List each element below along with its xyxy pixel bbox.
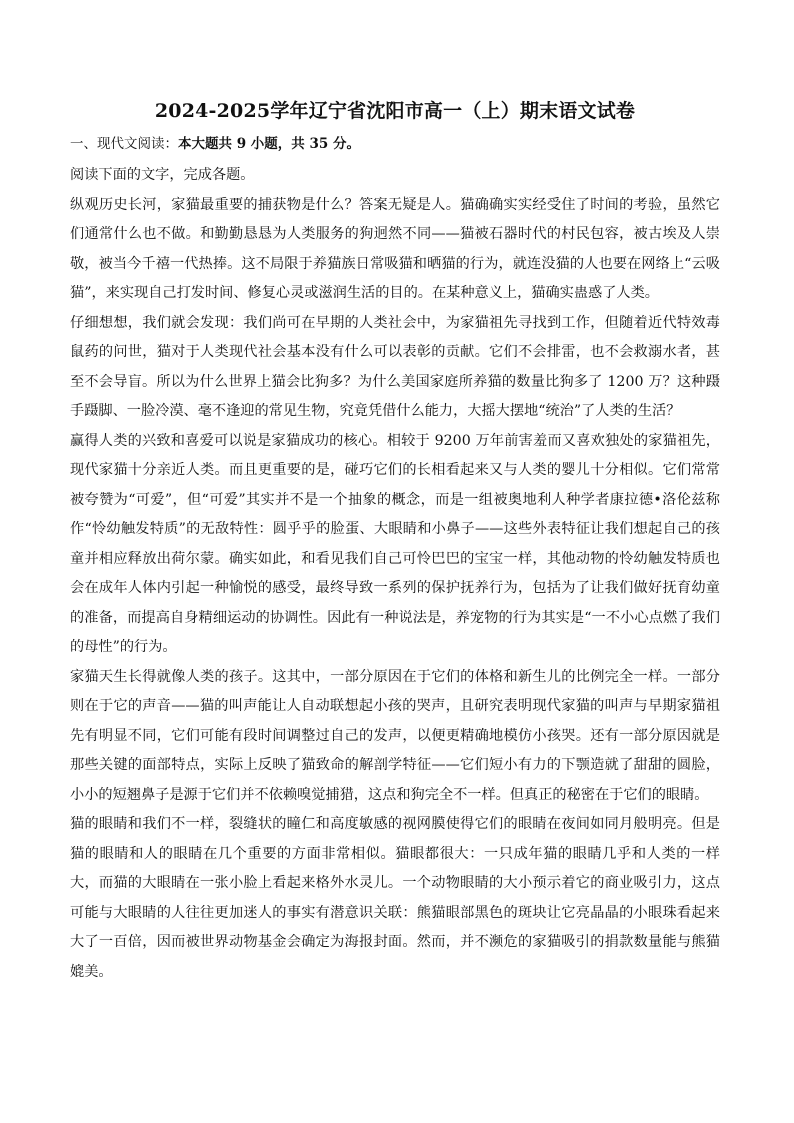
page-title: 2024-2025学年辽宁省沈阳市高一（上）期末语文试卷 xyxy=(154,100,636,122)
reading-passage xyxy=(70,191,720,988)
passage-paragraph-5: 猫的眼睛和我们不一样，裂缝状的瞳仁和高度敏感的视网膜使得它们的眼睛在夜间如同月般明亮。但是猫的眼睛和人的眼睛在几个重要的方面非常相似。猫眼都很大：一只成年猫的眼睛几乎和人类的一样大，而猫的大眼睛在一张小脸上看起来格外水灵儿。一个动物眼睛的大小预示着它的商业吸引力，这点可能与大眼睛的人往往更加迷人的事实有潜意识关联：熊猫眼部黑色的斑块让它亮晶晶的小眼珠看起来大了一百倍，因而被世界动物基金会确定为海报封面。然而，并不濒危的家猫吸引的捐款数量能与熊猫媲美。 xyxy=(70,816,720,980)
section-info: 本大题共 9 小题，共 35 分。 xyxy=(178,136,360,152)
passage-paragraph-1: 纵观历史长河，家猫最重要的捕获物是什么？答案无疑是人。猫确确实实经受住了时间的考验，虽然它们通常什么也不做。和勤勤恳恳为人类服务的狗迥然不同——猫被石器时代的村民包容，被古埃及人崇敬，被当今千禧一代热捧。这不局限于养猫族日常吸猫和晒猫的行为，就连没猫的人也要在网络上“云吸猫”，来实现自己打发时间、修复心灵或滋润生活的目的。在某种意义上，猫确实蛊惑了人类。 xyxy=(70,196,720,301)
passage-paragraph-2: 仔细想想，我们就会发现：我们尚可在早期的人类社会中，为家猫祖先寻找到工作，但随着近代特效毒鼠药的问世，猫对于人类现代社会基本没有什么可以表彰的贡献。它们不会排雷，也不会救溺水者，甚至不会导盲。所以为什么世界上猫会比狗多？为什么美国家庭所养猫的数量比狗多了 1200 万？这种蹑手蹑脚、一脸冷漠、毫不逢迎的常见生物，究竟凭借什么能力，大摇大摆地“统治”了人类的生活？ xyxy=(70,314,720,419)
passage-paragraph-3: 赢得人类的兴致和喜爱可以说是家猫成功的核心。相较于 9200 万年前害羞而又喜欢独处的家猫祖先，现代家猫十分亲近人类。而且更重要的是，碰巧它们的长相看起来又与人类的婴儿十分相似。它们常常被夸赞为“可爱”，但“可爱”其实并不是一个抽象的概念，而是一组被奥地利人种学者康拉德•洛伦兹称作“怜幼触发特质”的无敌特性：圆乎乎的脸蛋、大眼睛和小鼻子——这些外表特征让我们想起自己的孩童并相应释放出荷尔蒙。确实如此，和看见我们自己可怜巴巴的宝宝一样，其他动物的怜幼触发特质也会在成年人体内引起一种愉悦的感受，最终导致一系列的保护抚养行为，包括为了让我们做好抚育幼童的准备，而提高自身精细运动的协调性。因此有一种说法是，养宠物的行为其实是“一不小心点燃了我们的母性”的行为。 xyxy=(70,432,720,655)
reading-instruction: 阅读下面的文字，完成各题。 xyxy=(70,167,255,183)
section-heading xyxy=(70,133,720,155)
section-label: 一、现代文阅读： xyxy=(70,136,178,152)
exam-page xyxy=(70,98,720,987)
passage-paragraph-4: 家猫天生长得就像人类的孩子。这其中，一部分原因在于它们的体格和新生儿的比例完全一样。一部分则在于它的声音——猫的叫声能让人自动联想起小孩的哭声，且研究表明现代家猫的叫声与早期家猫祖先有明显不同，它们可能有段时间调整过自己的发声，以便更精确地模仿小孩哭。还有一部分原因就是那些关键的面部特点，实际上反映了猫致命的解剖学特征——它们短小有力的下颚造就了甜甜的圆脸，小小的短翘鼻子是源于它们并不依赖嗅觉捕猎，这点和狗完全不一样。但真正的秘密在于它们的眼睛。 xyxy=(70,668,720,803)
